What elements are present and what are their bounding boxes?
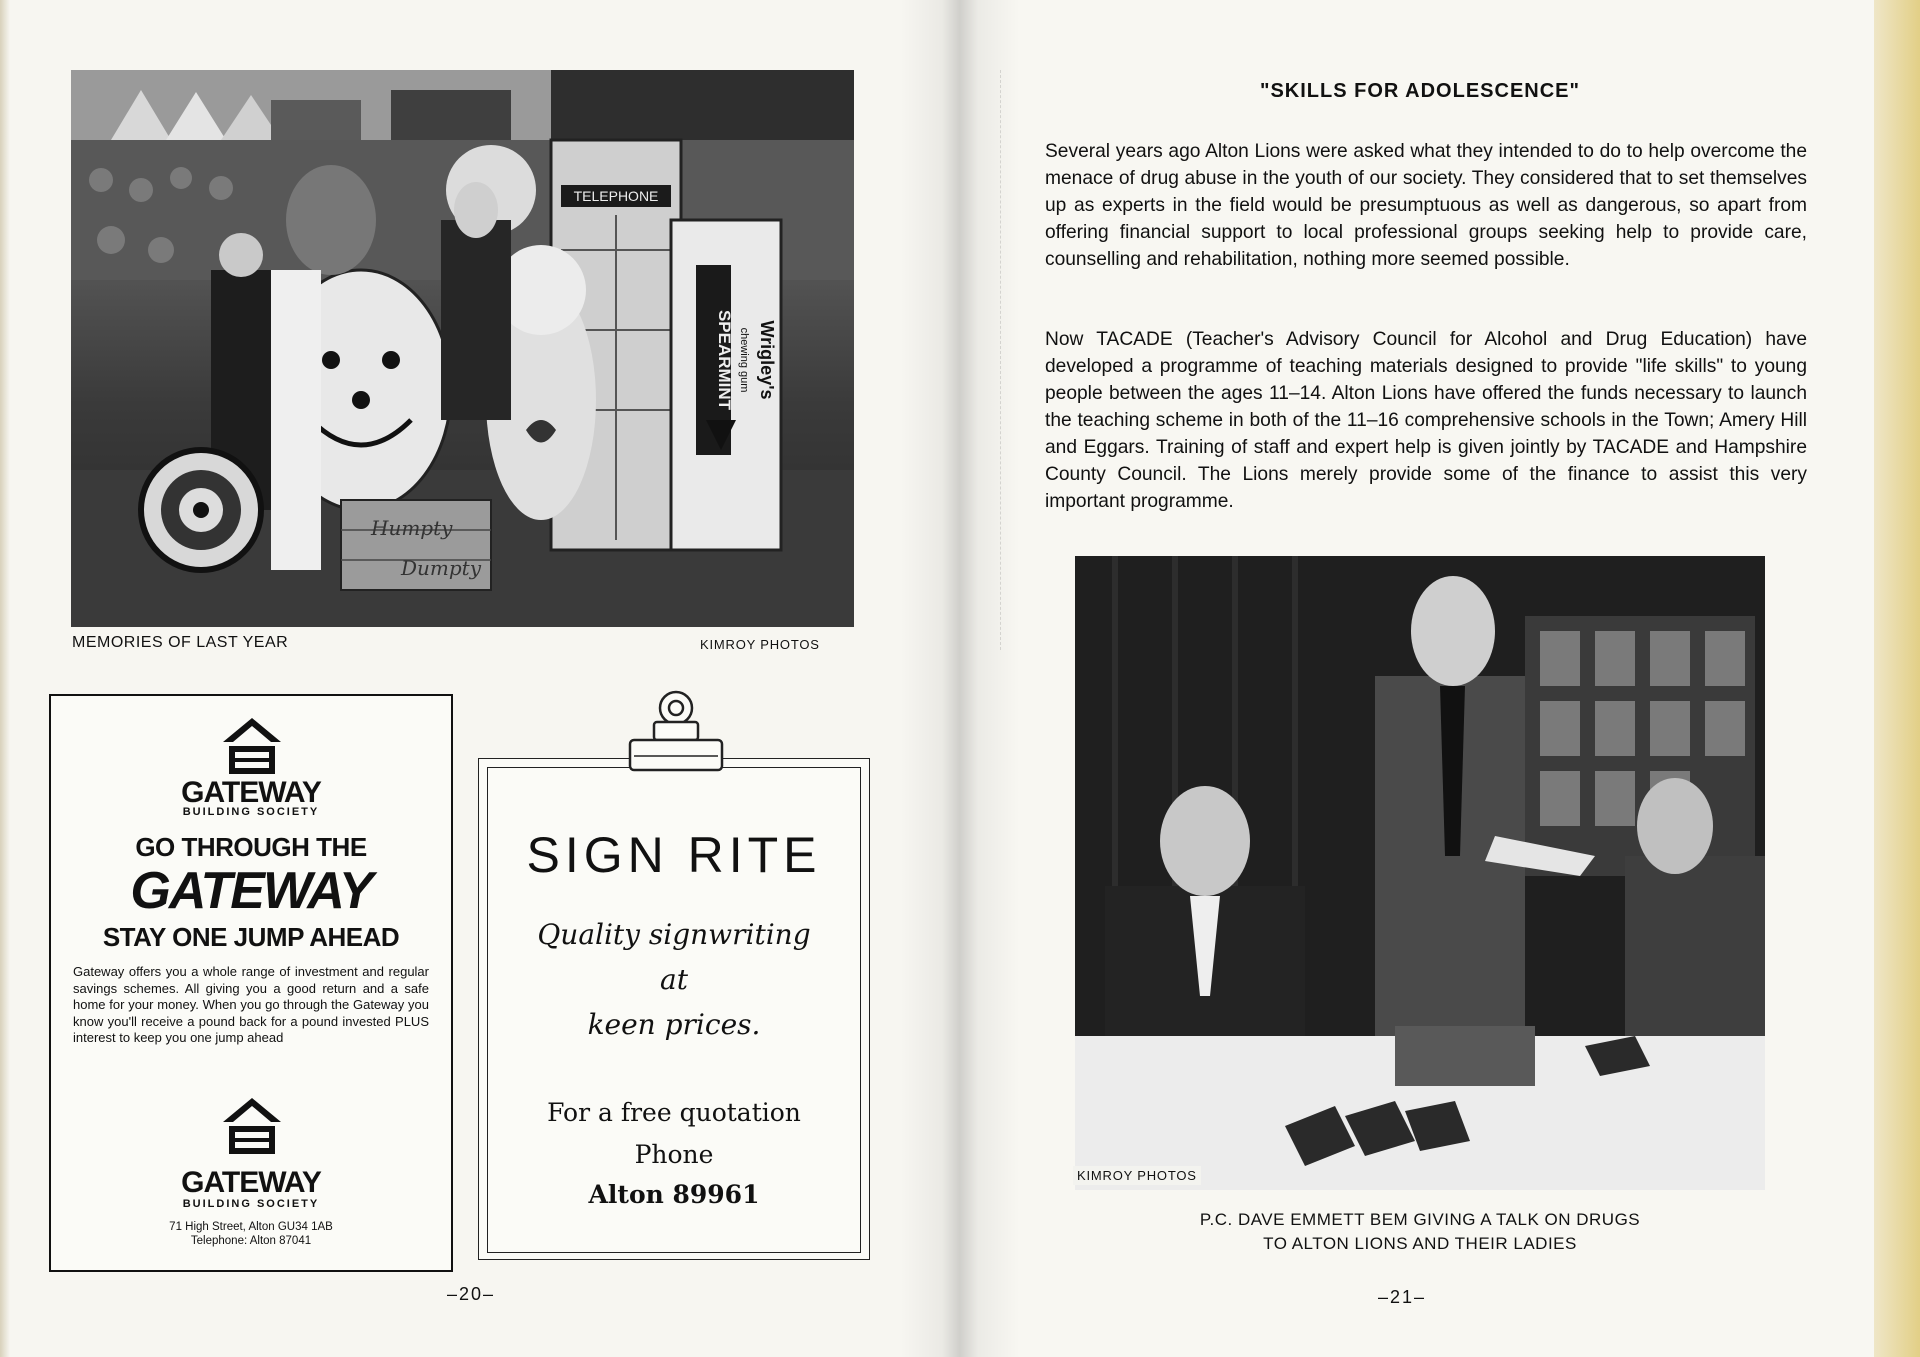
drugs-photo-caption-line2: TO ALTON LIONS AND THEIR LADIES [1263,1234,1577,1253]
page-number-left: –20– [447,1284,496,1304]
gateway-telephone: Telephone: Alton 87041 [190,1235,312,1247]
signrite-line2: at [660,963,688,996]
gateway-advert [49,694,453,1272]
signrite-line3: keen prices. [587,1008,761,1041]
signrite-phone: Alton 89961 [588,1180,760,1209]
page-edge-shadow [0,0,10,1357]
gateway-footer-sub: BUILDING SOCIETY [182,1198,320,1210]
gateway-logo-icon [221,716,283,776]
signrite-line1: Quality signwriting [537,918,811,951]
gateway-body: Gateway offers you a whole range of investment and regular savings schemes. All giving you a good return and a safe home for your money. When you go through the Gateway you know you'll receive a pound back for a pound invested PLUS interest to keep you one jump ahead [73,964,429,1045]
page-margin-marks [1000,70,1015,650]
signrite-title: SIGN RITE [526,827,822,883]
spearmint-sign: SPEARMINT [715,309,734,411]
signrite-inner-border [487,767,861,1253]
drugs-photo-caption-line1: P.C. DAVE EMMETT BEM GIVING A TALK ON DRUGS [1199,1210,1641,1229]
telephone-sign: TELEPHONE [573,188,659,204]
drugs-talk-illustration [1075,556,1765,1190]
dumpty-sign: Dumpty [401,556,482,580]
article-title: "SKILLS FOR ADOLESCENCE" [1259,80,1580,102]
gateway-headline-big: GATEWAY [130,862,372,920]
signrite-line5: Phone [634,1140,714,1169]
gateway-address: 71 High Street, Alton GU34 1AB [169,1221,333,1233]
carnival-photo [71,70,854,627]
chewing-gum-sign: chewing gum [738,327,750,393]
page-edge-yellow [1874,0,1920,1357]
humpty-sign: Humpty [371,516,453,540]
gateway-headline-top: GO THROUGH THE [135,832,367,862]
signrite-line4: For a free quotation [547,1098,801,1127]
gateway-footer-name: GATEWAY [181,1166,321,1199]
gateway-name: GATEWAY [181,776,321,809]
article-paragraph-1: Several years ago Alton Lions were asked what they intended to do to help overcome the menace of drug abuse in the youth of our society. They considered that to set themselves up as experts in the field would be presumptuous as well as dangerous, so apart from offering financial support to local professional groups seeking help to provide care, counselling and rehabilitation, nothing more seemed possible. [1045,141,1807,270]
memories-caption: MEMORIES OF LAST YEAR [72,634,289,651]
gateway-headline-bottom: STAY ONE JUMP AHEAD [102,922,400,952]
gateway-logo-icon [221,1096,283,1156]
photo-credit-right: KIMROY PHOTOS [1073,1166,1201,1185]
photo-credit-left: KIMROY PHOTOS [700,637,820,652]
wrigleys-sign: Wrigley's [757,320,777,400]
signrite-advert [478,758,870,1260]
paper-clip-icon [620,688,732,786]
drugs-talk-photo [1075,556,1765,1190]
article-paragraph-2: Now TACADE (Teacher's Advisory Council for Alcohol and Drug Education) have developed a programme of teaching materials designed to provide "life skills" to young people between the ages 11–14. Alton Lions have offered the funds necessary to launch the teaching scheme in both of the 11–16 comprehensive schools in the Town; Amery Hill and Eggars. Training of staff and expert help is given jointly by TACADE and Hampshire County Council. The Lions merely provide some of the finance to assist this very important programme. [1045,329,1807,512]
carnival-photo-illustration [71,70,854,627]
gateway-sub: BUILDING SOCIETY [182,806,320,818]
page-number-right: –21– [1378,1287,1427,1307]
